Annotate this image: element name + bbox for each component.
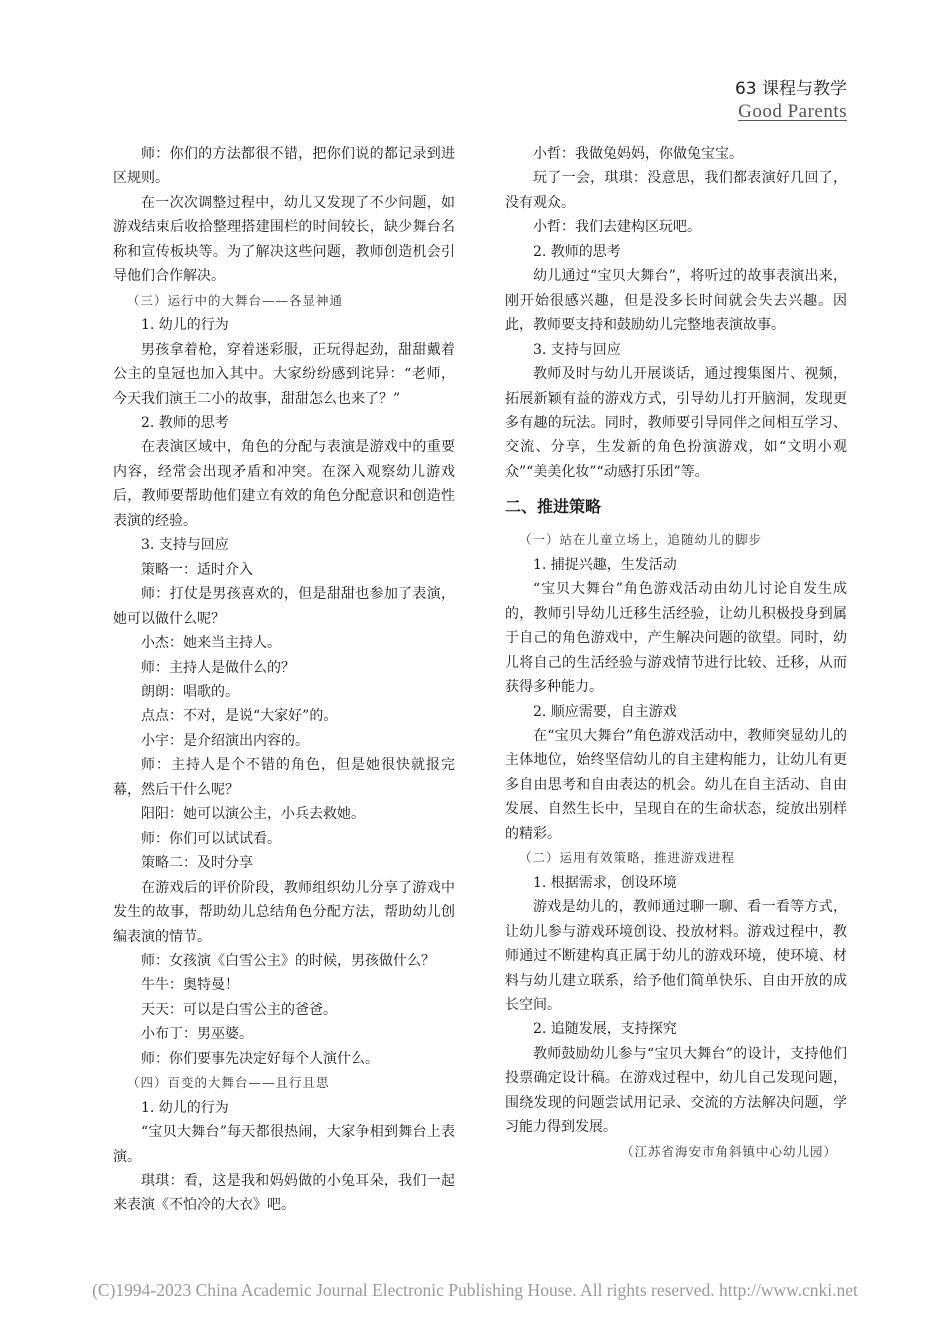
paragraph: 在表演区域中，角色的分配与表演是游戏中的重要内容，经常会出现矛盾和冲突。在深入观察幼儿游戏后，教师要帮助他们建立有效的角色分配意识和创造性表演的经验。 <box>113 439 455 529</box>
paragraph: 策略一：适时介入 <box>141 561 253 578</box>
paragraph: 小哲：我们去建构区玩吧。 <box>533 219 701 236</box>
paragraph: 2. 教师的思考 <box>533 243 621 260</box>
paragraph: 幼儿通过“宝贝大舞台”，将听过的故事表演出来，刚开始很感兴趣，但是没多长时间就会失去兴趣。因此，教师要支持和鼓励幼儿完整地表演故事。 <box>505 268 847 334</box>
paragraph: “宝贝大舞台”角色游戏活动由幼儿讨论自发生成的，教师引导幼儿迁移生活经验，让幼儿积极投身到属于自己的角色游戏中，产生解决问题的欲望。同时，幼儿将自己的生活经验与游戏情节进行比较、迁移，从而获得多种能力。 <box>505 581 847 696</box>
paragraph: 师：你们可以试试看。 <box>141 830 281 847</box>
paragraph: 2. 顺应需要，自主游戏 <box>533 703 677 720</box>
paragraph: 小杰：她来当主持人。 <box>141 635 281 652</box>
paragraph: 牛牛：奥特曼！ <box>141 977 239 994</box>
paragraph: 2. 追随发展，支持探究 <box>533 1021 677 1038</box>
paragraph: 1. 根据需求，创设环境 <box>533 874 677 891</box>
paragraph: 在一次次调整过程中，幼儿又发现了不少问题，如游戏结束后收拾整理搭建围栏的时间较长，缺少舞台名称和宣传板块等。为了解决这些问题，教师创造机会引导他们合作解决。 <box>113 194 455 285</box>
paragraph: 天天：可以是白雪公主的爸爸。 <box>141 1001 337 1018</box>
paragraph: 小宇：是介绍演出内容的。 <box>141 732 309 749</box>
paragraph: 3. 支持与回应 <box>533 341 621 358</box>
paragraph: 教师鼓励幼儿参与“宝贝大舞台”的设计，支持他们投票确定设计稿。在游戏过程中，幼儿自己发现问题，围绕发现的问题尝试用记录、交流的方法解决问题，学习能力得到发展。 <box>505 1045 847 1136</box>
paragraph: 1. 捕捉兴趣，生发活动 <box>533 556 677 573</box>
paragraph: 游戏是幼儿的，教师通过聊一聊、看一看等方式，让幼儿参与游戏环境创设、投放材料。游戏过程中，教师通过不断建构真正属于幼儿的游戏环境，使环境、材料与幼儿建立联系，给予他们简单快乐、自由开放的成长空间。 <box>505 899 847 1013</box>
paragraph: 在游戏后的评价阶段，教师组织幼儿分享了游戏中发生的故事，帮助幼儿总结角色分配方法，帮助幼儿创编表演的情节。 <box>113 879 455 945</box>
paragraph: 师：打仗是男孩喜欢的，但是甜甜也参加了表演，她可以做什么呢？ <box>113 586 455 627</box>
paragraph: 3. 支持与回应 <box>141 537 229 554</box>
author-affiliation: （江苏省海安市角斜镇中心幼儿园） <box>620 1143 837 1159</box>
paragraph: 1. 幼儿的行为 <box>141 1099 229 1116</box>
paragraph: 琪琪：看，这是我和妈妈做的小兔耳朵，我们一起来表演《不怕冷的大衣》吧。 <box>113 1173 455 1214</box>
paragraph: 师：你们要事先决定好每个人演什么。 <box>141 1050 379 1067</box>
paragraph: 小布丁：男巫婆。 <box>141 1026 253 1043</box>
paragraph: 师：主持人是个不错的角色，但是她很快就报完幕，然后干什么呢？ <box>113 757 455 798</box>
subsection-heading: （四）百变的大舞台——且行且思 <box>127 1075 330 1091</box>
subsection-heading: （一）站在儿童立场上，追随幼儿的脚步 <box>519 532 763 548</box>
paragraph: 师：主持人是做什么的？ <box>141 659 295 676</box>
paragraph: 策略二：及时分享 <box>141 855 253 872</box>
section-heading: 二、推进策略 <box>505 497 602 517</box>
page-header <box>735 78 847 124</box>
subsection-heading: （二）运用有效策略，推进游戏进程 <box>519 850 736 866</box>
left-column <box>113 142 455 1218</box>
right-column <box>505 142 847 1164</box>
page-number-section-title: 63 课程与教学 <box>734 79 847 99</box>
paragraph: 男孩拿着枪，穿着迷彩服，正玩得起劲，甜甜戴着公主的皇冠也加入其中。大家纷纷感到诧异：“老师，今天我们演王二小的故事，甜甜怎么也来了？” <box>113 341 455 407</box>
paragraph: 2. 教师的思考 <box>141 414 229 431</box>
journal-name: Good Parents <box>738 101 847 122</box>
paragraph: 1. 幼儿的行为 <box>141 317 229 334</box>
paragraph: 师：你们的方法都很不错，把你们说的都记录到进区规则。 <box>113 146 455 187</box>
subsection-heading: （三）运行中的大舞台——各显神通 <box>127 292 344 308</box>
paragraph: 点点：不对，是说“大家好”的。 <box>141 708 338 725</box>
paragraph: 玩了一会，琪琪：没意思，我们都表演好几回了，没有观众。 <box>505 170 847 211</box>
paragraph: 朗朗：唱歌的。 <box>141 683 239 700</box>
paragraph: 教师及时与幼儿开展谈话，通过搜集图片、视频，拓展新颖有益的游戏方式，引导幼儿打开脑洞，发现更多有趣的玩法。同时，教师要引导同伴之间相互学习、交流、分享，生发新的角色扮演游戏，如“文明小观众”“美美化妆”“动感打乐团”等。 <box>505 366 847 480</box>
paragraph: 在“宝贝大舞台”角色游戏活动中，教师突显幼儿的主体地位，始终坚信幼儿的自主建构能力，让幼儿有更多自由思考和自由表达的机会。幼儿在自主活动、自由发展、自然生长中，呈现自在的生命状态，绽放出别样的精彩。 <box>505 727 847 842</box>
paragraph: 阳阳：她可以演公主，小兵去救她。 <box>141 806 365 823</box>
paragraph: 师：女孩演《白雪公主》的时候，男孩做什么？ <box>141 952 435 969</box>
paragraph: “宝贝大舞台”每天都很热闹，大家争相到舞台上表演。 <box>113 1124 455 1165</box>
copyright-footer: (C)1994-2023 China Academic Journal Electronic Publishing House. All rights reserved. http://www.cnki.net <box>92 1280 858 1300</box>
paragraph: 小哲：我做兔妈妈，你做兔宝宝。 <box>533 146 743 162</box>
